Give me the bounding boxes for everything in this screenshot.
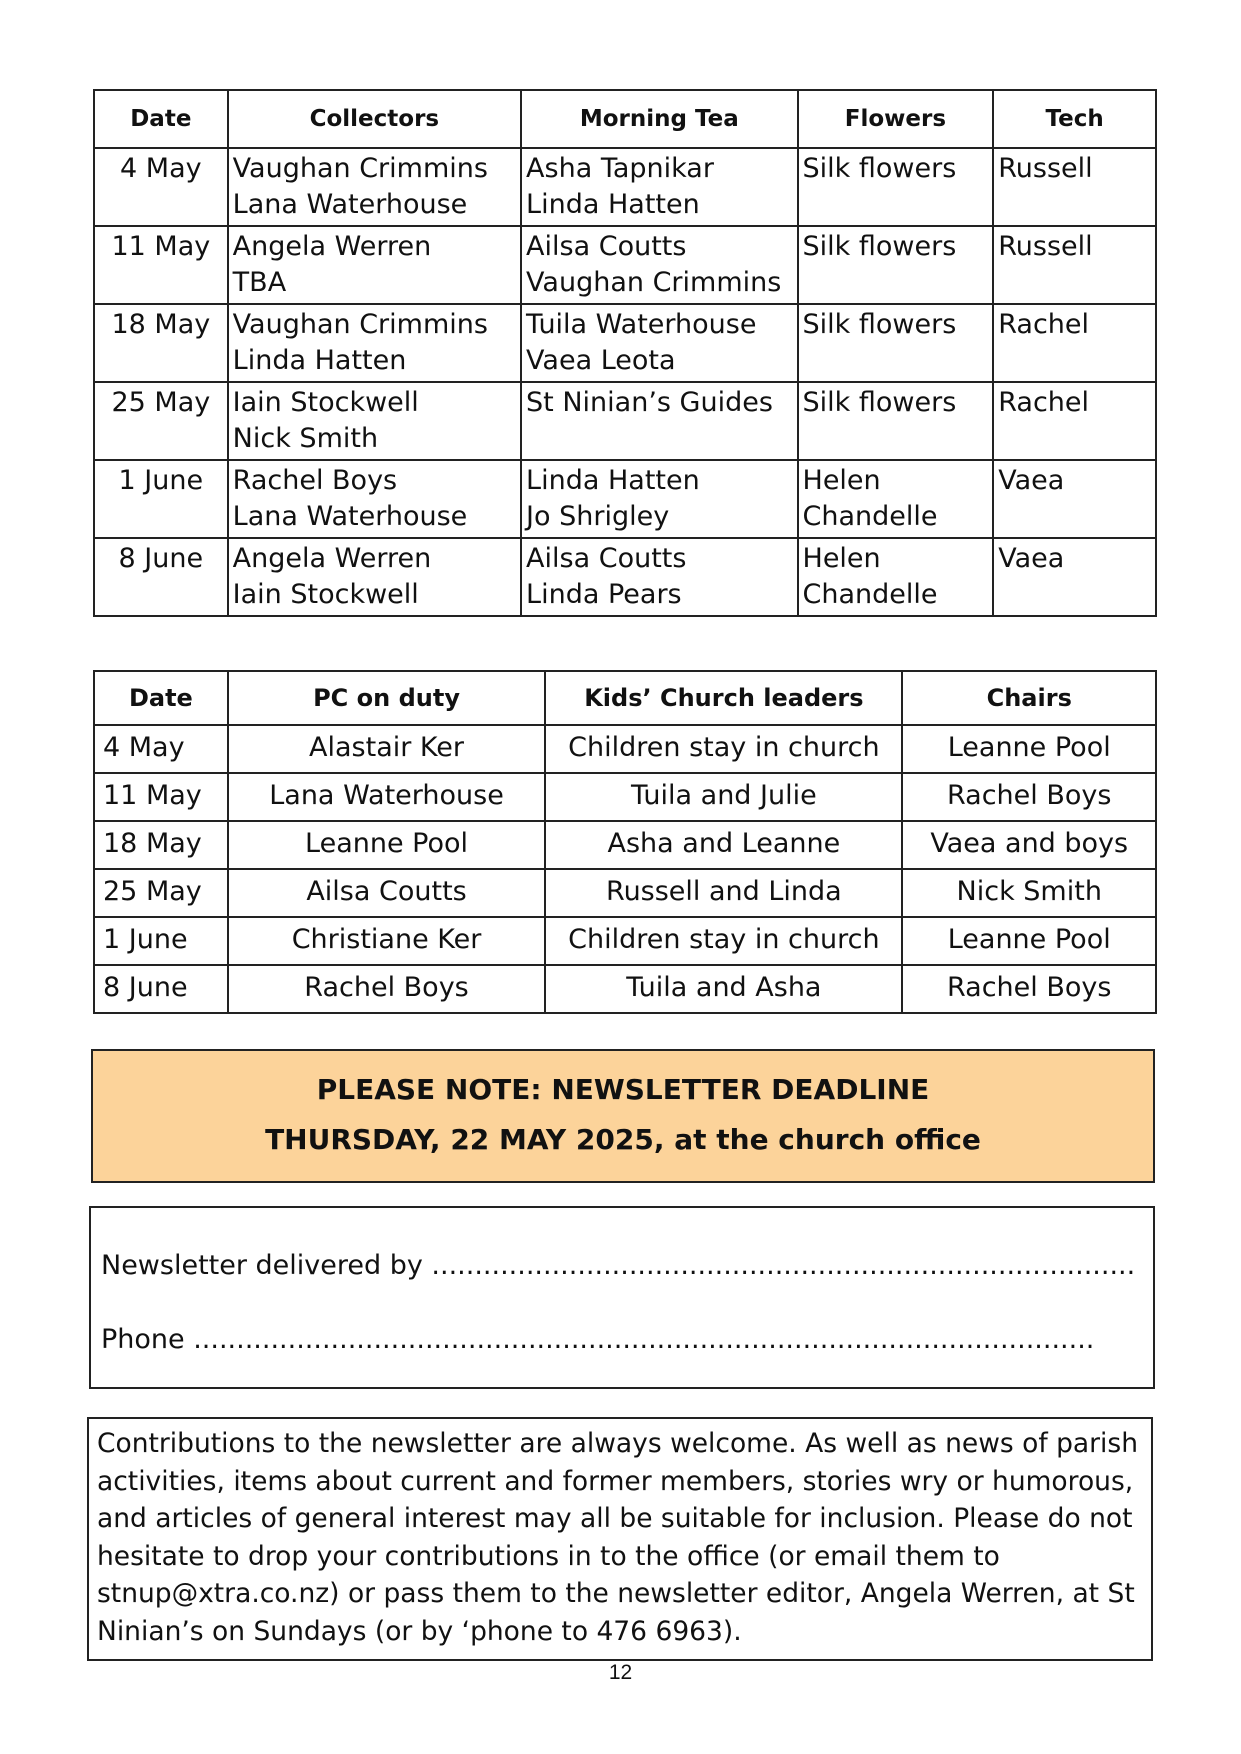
morning-tea-cell (521, 148, 797, 226)
chairs-cell: Leanne Pool (902, 725, 1156, 773)
cell-line: Silk flowers (802, 309, 957, 340)
table-row (94, 382, 1156, 460)
tech-cell: Rachel (993, 304, 1156, 382)
date-cell: 4 May (94, 148, 228, 226)
table-row (94, 965, 1156, 1013)
cell-line: Vaughan Crimmins (232, 153, 488, 184)
roster-table-1 (93, 89, 1157, 617)
kids-church-cell: Children stay in church (545, 725, 902, 773)
header-tech: Tech (993, 90, 1156, 148)
cell-line: Linda Pears (526, 579, 682, 610)
flowers-cell (798, 460, 994, 538)
cell-line: Tuila Waterhouse (526, 309, 757, 340)
header-pc-on-duty: PC on duty (228, 671, 546, 725)
cell-line: Helen (802, 543, 881, 574)
delivered-by-line: Newsletter delivered by .................................................................................. (101, 1250, 1136, 1281)
header-date: Date (94, 90, 228, 148)
header-collectors: Collectors (228, 90, 521, 148)
chairs-cell: Leanne Pool (902, 917, 1156, 965)
chairs-cell: Rachel Boys (902, 773, 1156, 821)
morning-tea-cell (521, 460, 797, 538)
cell-line: Helen (802, 465, 881, 496)
cell-line: Linda Hatten (526, 189, 700, 220)
pc-cell: Lana Waterhouse (228, 773, 546, 821)
table-row (94, 773, 1156, 821)
cell-line: Ailsa Coutts (526, 543, 687, 574)
flowers-cell (798, 226, 994, 304)
cell-line: Silk flowers (802, 387, 957, 418)
table-row (94, 148, 1156, 226)
cell-line: Nick Smith (232, 423, 379, 454)
cell-line: Jo Shrigley (526, 501, 670, 532)
chairs-cell: Vaea and boys (902, 821, 1156, 869)
cell-line: Iain Stockwell (232, 387, 419, 418)
header-date: Date (94, 671, 228, 725)
morning-tea-cell (521, 382, 797, 460)
roster-1-header-row (94, 90, 1156, 148)
cell-line: Ailsa Coutts (526, 231, 687, 262)
table-row (94, 917, 1156, 965)
collectors-cell (228, 538, 521, 616)
cell-line: TBA (232, 267, 287, 298)
header-flowers: Flowers (798, 90, 994, 148)
deadline-notice (91, 1049, 1155, 1183)
date-cell: 18 May (94, 304, 228, 382)
date-cell: 4 May (94, 725, 228, 773)
header-kids-church: Kids’ Church leaders (545, 671, 902, 725)
pc-cell: Christiane Ker (228, 917, 546, 965)
roster-table-2 (93, 670, 1157, 1014)
kids-church-cell: Children stay in church (545, 917, 902, 965)
header-morning-tea: Morning Tea (521, 90, 797, 148)
contributions-note: Contributions to the newsletter are always welcome. As well as news of parish activities, items about current and former members, stories wry or humorous, and articles of general interest may all be suitable for inclusion. Please do not hesitate to drop your contributions in to the office (or email them to stnup@xtra.co.nz) or pass them to the newsletter editor, Angela Werren, at St Ninian’s on Sundays (or by ‘phone to 476 6963). (87, 1417, 1153, 1661)
tech-cell: Rachel (993, 382, 1156, 460)
notice-line-2: THURSDAY, 22 MAY 2025, at the church office (265, 1123, 981, 1156)
cell-line: St Ninian’s Guides (526, 387, 773, 418)
pc-cell: Rachel Boys (228, 965, 546, 1013)
notice-line-1: PLEASE NOTE: NEWSLETTER DEADLINE (316, 1073, 930, 1106)
cell-line: Linda Hatten (232, 345, 407, 376)
table-row (94, 725, 1156, 773)
date-cell: 11 May (94, 773, 228, 821)
cell-line: Angela Werren (232, 543, 432, 574)
header-chairs: Chairs (902, 671, 1156, 725)
tech-cell: Russell (993, 226, 1156, 304)
cell-line: Chandelle (802, 501, 938, 532)
cell-line: Rachel Boys (232, 465, 398, 496)
flowers-cell (798, 148, 994, 226)
tech-cell: Russell (993, 148, 1156, 226)
cell-line: Angela Werren (232, 231, 432, 262)
chairs-cell: Rachel Boys (902, 965, 1156, 1013)
cell-line: Silk flowers (802, 153, 957, 184)
date-cell: 1 June (94, 460, 228, 538)
table-row (94, 226, 1156, 304)
date-cell: 8 June (94, 538, 228, 616)
table-row (94, 869, 1156, 917)
tech-cell: Vaea (993, 460, 1156, 538)
collectors-cell (228, 226, 521, 304)
date-cell: 1 June (94, 917, 228, 965)
cell-line: Chandelle (802, 579, 938, 610)
morning-tea-cell (521, 304, 797, 382)
pc-cell: Ailsa Coutts (228, 869, 546, 917)
table-row (94, 821, 1156, 869)
collectors-cell (228, 148, 521, 226)
pc-cell: Alastair Ker (228, 725, 546, 773)
cell-line: Silk flowers (802, 231, 957, 262)
cell-line: Linda Hatten (526, 465, 700, 496)
chairs-cell: Nick Smith (902, 869, 1156, 917)
date-cell: 11 May (94, 226, 228, 304)
morning-tea-cell (521, 538, 797, 616)
table-row (94, 538, 1156, 616)
cell-line: Lana Waterhouse (232, 189, 468, 220)
roster-2-header-row (94, 671, 1156, 725)
morning-tea-cell (521, 226, 797, 304)
cell-line: Iain Stockwell (232, 579, 419, 610)
date-cell: 25 May (94, 382, 228, 460)
kids-church-cell: Tuila and Asha (545, 965, 902, 1013)
delivery-box (89, 1206, 1155, 1389)
phone-line: Phone ......................................................................................................... (101, 1324, 1095, 1355)
kids-church-cell: Russell and Linda (545, 869, 902, 917)
flowers-cell (798, 538, 994, 616)
cell-line: Lana Waterhouse (232, 501, 468, 532)
date-cell: 25 May (94, 869, 228, 917)
table-row (94, 460, 1156, 538)
collectors-cell (228, 304, 521, 382)
collectors-cell (228, 460, 521, 538)
cell-line: Vaughan Crimmins (526, 267, 782, 298)
tech-cell: Vaea (993, 538, 1156, 616)
kids-church-cell: Asha and Leanne (545, 821, 902, 869)
cell-line: Asha Tapnikar (526, 153, 714, 184)
collectors-cell (228, 382, 521, 460)
table-row (94, 304, 1156, 382)
pc-cell: Leanne Pool (228, 821, 546, 869)
kids-church-cell: Tuila and Julie (545, 773, 902, 821)
cell-line: Vaughan Crimmins (232, 309, 488, 340)
date-cell: 8 June (94, 965, 228, 1013)
flowers-cell (798, 304, 994, 382)
page-number: 12 (608, 1661, 633, 1684)
cell-line: Vaea Leota (526, 345, 676, 376)
flowers-cell (798, 382, 994, 460)
date-cell: 18 May (94, 821, 228, 869)
